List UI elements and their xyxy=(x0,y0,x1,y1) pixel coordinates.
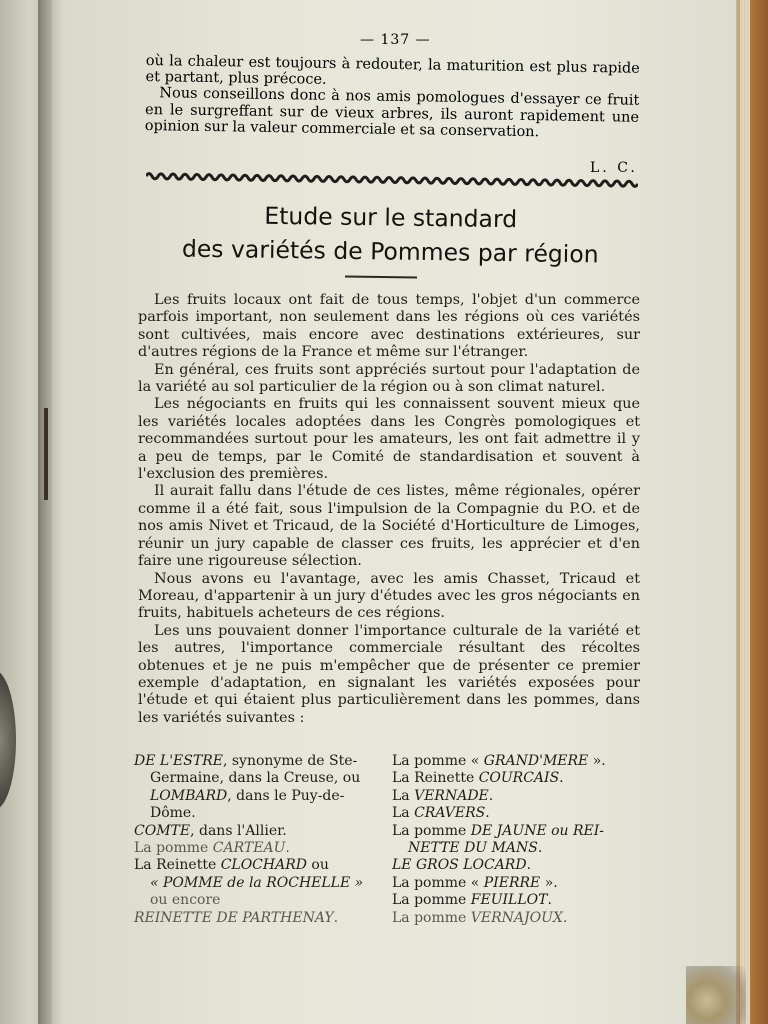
article-title-line: des variétés de Pommes par région xyxy=(181,234,599,269)
variety-suffix: , synonyme de Ste- xyxy=(222,753,358,769)
variety-prefix: La Reinette xyxy=(134,857,221,874)
variety-name: LE GROS LOCARD xyxy=(392,857,527,874)
variety-name: REINETTE DE PARTHENAY xyxy=(134,909,334,926)
variety-list-left xyxy=(134,753,374,927)
variety-item xyxy=(392,892,642,909)
variety-item xyxy=(392,753,642,770)
variety-name: « POMME de la ROCHELLE » xyxy=(150,874,364,891)
variety-name: DE L'ESTRE xyxy=(134,753,223,769)
variety-prefix: La xyxy=(392,787,415,804)
variety-item xyxy=(134,892,374,909)
article-paragraph: Les fruits locaux ont fait de tous temps, l'objet d'un commerce parfois important, non seulement dans les régions où ces variétés sont cultivées, mais encore avec destinations extérieures, sur d'autres régions de la France et même sur l'étranger. xyxy=(138,292,640,361)
variety-prefix: La pomme « xyxy=(392,874,484,891)
facing-page-illustration xyxy=(0,670,16,810)
variety-suffix: . xyxy=(547,892,552,909)
variety-name: VERNAJOUX xyxy=(470,909,563,926)
corner-thumbnail xyxy=(686,966,746,1024)
variety-suffix: . xyxy=(488,787,494,804)
variety-suffix: ». xyxy=(588,753,606,769)
article-paragraph: En général, ces fruits sont appréciés surtout pour l'adaptation de la variété au sol particulier de la région ou à son climat naturel. xyxy=(138,361,640,396)
article-title-line: Etude sur le standard xyxy=(264,201,518,234)
variety-list-right xyxy=(392,753,642,927)
variety-prefix: La pomme xyxy=(134,840,213,857)
article-paragraph: Nous avons eu l'avantage, avec les amis Chasset, Tricaud et Moreau, d'appartenir à un jury d'études avec les gros négociants en fruits, habituels acheteurs de ces régions. xyxy=(138,570,640,622)
article-paragraph: Les uns pouvaient donner l'importance culturale de la variété et les autres, l'importance commerciale résultant des récoltes obtenues et je ne puis m'empêcher que de présenter ce premier exemple d'adaptation, en signalant les variétés exposées pour l'étude et qui étaient plus particulièrement dans les pommes, dans les variétés suivantes : xyxy=(138,622,640,726)
variety-item xyxy=(392,788,642,805)
variety-item xyxy=(134,823,374,840)
variety-name: LOMBARD xyxy=(150,787,228,804)
variety-prefix: Germaine, dans la Creuse, ou xyxy=(150,770,361,787)
variety-item xyxy=(134,770,374,787)
variety-suffix: . xyxy=(333,909,339,926)
variety-prefix: La Reinette xyxy=(392,770,479,787)
variety-item xyxy=(134,753,374,770)
variety-item xyxy=(134,910,374,927)
article-body xyxy=(138,292,640,727)
variety-item xyxy=(134,805,374,822)
book-edge xyxy=(736,0,768,1024)
variety-prefix: La pomme « xyxy=(392,753,484,769)
variety-suffix: , dans le Puy-de- xyxy=(227,787,345,804)
variety-item xyxy=(392,857,642,874)
variety-prefix: ou encore xyxy=(150,892,221,909)
binding-thread xyxy=(44,408,48,500)
variety-item xyxy=(134,788,374,805)
variety-item xyxy=(392,770,642,787)
variety-name: FEUILLOT xyxy=(470,892,548,909)
article-paragraph: Il aurait fallu dans l'étude de ces listes, même régionales, opérer comme il a été fait, sous l'impulsion de la Compagnie du P.O. et de nos amis Nivet et Tricaud, de la Société d'Horticulture de Limoges, réunir un jury capable de classer ces fruits, les apprécier et d'en faire une rigoureuse sélection. xyxy=(138,483,640,570)
variety-name: CARTEAU xyxy=(212,840,286,857)
variety-suffix: . xyxy=(285,840,290,857)
author-initials: L. C. xyxy=(590,160,638,176)
article-paragraph: Les négociants en fruits qui les connaissent souvent mieux que les variétés locales adoptées dans les Congrès pomologiques et recommandées surtout pour les amateurs, les ont fait admettre il y a peu de temps, par le Comité de standardisation et souvent à l'exclusion des premières. xyxy=(138,396,640,483)
variety-item xyxy=(392,875,642,892)
variety-name: VERNADE xyxy=(414,787,489,804)
variety-suffix: ou REI- xyxy=(546,822,605,839)
variety-name: NETTE DU MANS xyxy=(408,840,538,857)
book-gutter xyxy=(38,0,64,1024)
variety-suffix: . xyxy=(559,770,564,787)
variety-prefix: La pomme xyxy=(392,909,471,926)
variety-suffix: . xyxy=(485,805,490,822)
intro-text xyxy=(145,53,640,142)
variety-suffix: . xyxy=(526,857,532,874)
variety-name: PIERRE xyxy=(483,874,541,891)
variety-prefix: Dôme. xyxy=(150,805,196,822)
variety-name: COMTE xyxy=(134,822,191,839)
variety-name: GRAND'MERE xyxy=(483,753,589,769)
variety-prefix: La pomme xyxy=(392,892,471,909)
intro-paragraph: où la chaleur est toujours à redouter, la maturition est plus rapide et partant, plus précoce. xyxy=(145,53,640,89)
variety-name: DE JAUNE xyxy=(470,822,547,839)
variety-item xyxy=(134,857,374,874)
variety-name: COURCAIS xyxy=(478,770,560,787)
variety-suffix: , dans l'Allier. xyxy=(190,822,287,839)
variety-item xyxy=(392,823,642,840)
intro-paragraph: Nous conseillons donc à nos amis pomologues d'essayer ce fruit en le surgreffant sur de vieux arbres, ils auront rapidement une opinion sur la valeur commerciale et sa conservation. xyxy=(144,85,640,140)
variety-item xyxy=(392,805,642,822)
variety-prefix: La xyxy=(392,805,415,822)
variety-suffix: . xyxy=(562,909,568,926)
variety-suffix: ou xyxy=(306,857,329,874)
page-number: — 137 — xyxy=(360,32,431,48)
variety-item xyxy=(392,840,642,857)
variety-name: CRAVERS xyxy=(414,805,486,822)
variety-item xyxy=(134,840,374,857)
variety-suffix: . xyxy=(537,840,543,857)
variety-item xyxy=(392,910,642,927)
variety-item xyxy=(134,875,374,892)
page-stack xyxy=(740,0,750,1024)
article-title xyxy=(139,197,642,272)
variety-suffix: ». xyxy=(540,874,558,891)
variety-prefix: La pomme xyxy=(392,822,471,839)
variety-name: CLOCHARD xyxy=(220,857,307,874)
